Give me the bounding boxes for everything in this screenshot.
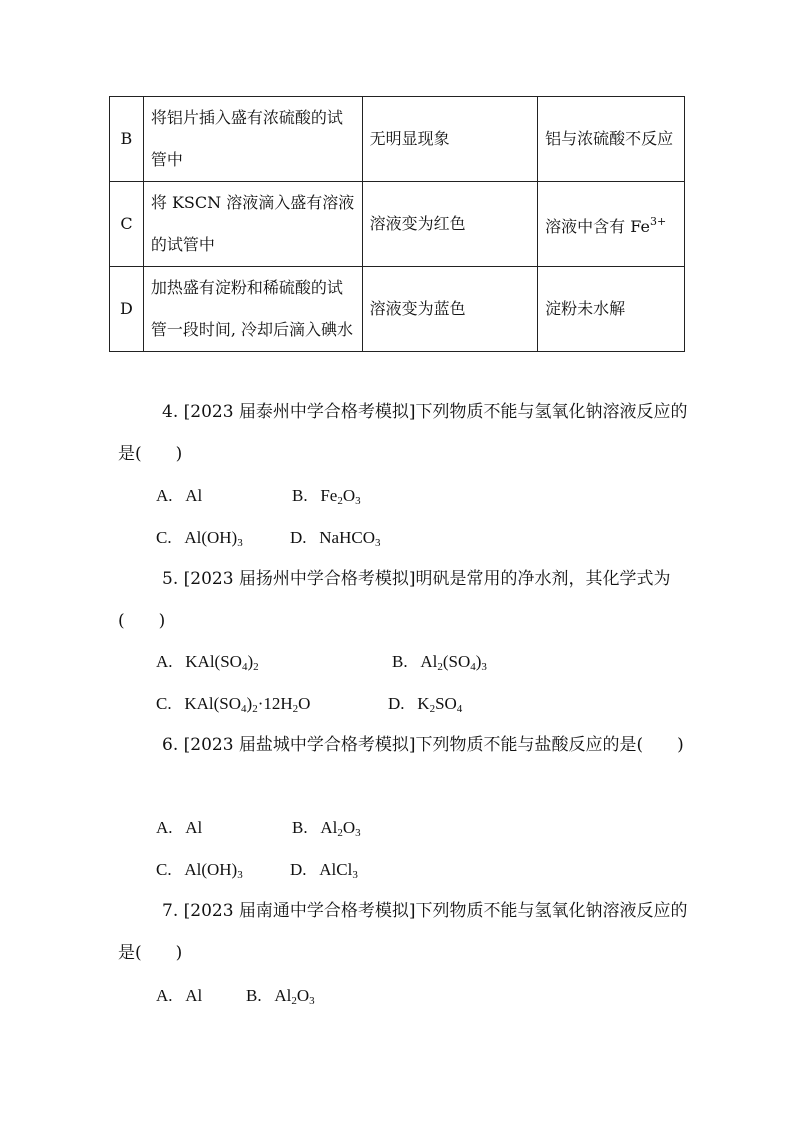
option-d: D. NaHCO$_3$ [290,528,381,549]
table-row [110,97,685,182]
row-label: B [110,97,144,182]
conclusion-cell [538,182,685,267]
option-b: B. $Al_2O_3$ [246,986,315,1007]
question-stem: 4. [2023 届泰州中学合格考模拟]下列物质不能与氢氧化钠溶液反应的是( ) [118,402,688,464]
phenomenon-cell: 溶液变为蓝色 [362,267,538,352]
option-b: B. $Al_2(SO_4)_3$ [392,652,487,673]
operation-cell: 将 KSCN 溶液滴入盛有溶液的试管中 [143,182,362,267]
row-label: C [110,182,144,267]
table-row [110,267,685,352]
experiment-table [109,96,685,352]
table-row [110,182,685,267]
charge-superscript: 3+ [649,214,667,228]
phenomenon-cell: 溶液变为红色 [362,182,538,267]
question-stem: 7. [2023 届南通中学合格考模拟]下列物质不能与氢氧化钠溶液反应的是( ) [118,901,688,963]
option-d: D. AlCl$_3$ [290,860,358,881]
option-a: A. Al [156,818,203,837]
option-d: D. $K_2SO_4$ [388,694,463,715]
conclusion-text: 溶液中含有 Fe [545,216,650,236]
row-label: D [110,267,144,352]
option-c: C. $KAl(SO_4)_2\cdot 12H_2O$ [156,694,311,715]
option-a: A. Al [156,486,203,505]
phenomenon-cell: 无明显现象 [362,97,538,182]
conclusion-cell: 淀粉未水解 [538,267,685,352]
option-b: B. $Al_2O_3$ [292,818,361,839]
conclusion-cell: 铝与浓硫酸不反应 [538,97,685,182]
option-c: C. $Al(OH)_3$ [156,528,243,549]
operation-cell: 将铝片插入盛有浓硫酸的试管中 [143,97,362,182]
option-c: C. $Al(OH)_3$ [156,860,243,881]
question-stem: 6. [2023 届盐城中学合格考模拟]下列物质不能与盐酸反应的是( ) [162,735,684,755]
option-b: B. $Fe_2O_3$ [292,486,361,507]
question-stem: 5. [2023 届扬州中学合格考模拟]明矾是常用的净水剂，其化学式为( ) [118,569,671,631]
operation-cell: 加热盛有淀粉和稀硫酸的试管一段时间, 冷却后滴入碘水 [143,267,362,352]
option-a: A. Al [156,986,203,1005]
option-a: A. $KAl(SO_4)_2$ [156,652,259,673]
